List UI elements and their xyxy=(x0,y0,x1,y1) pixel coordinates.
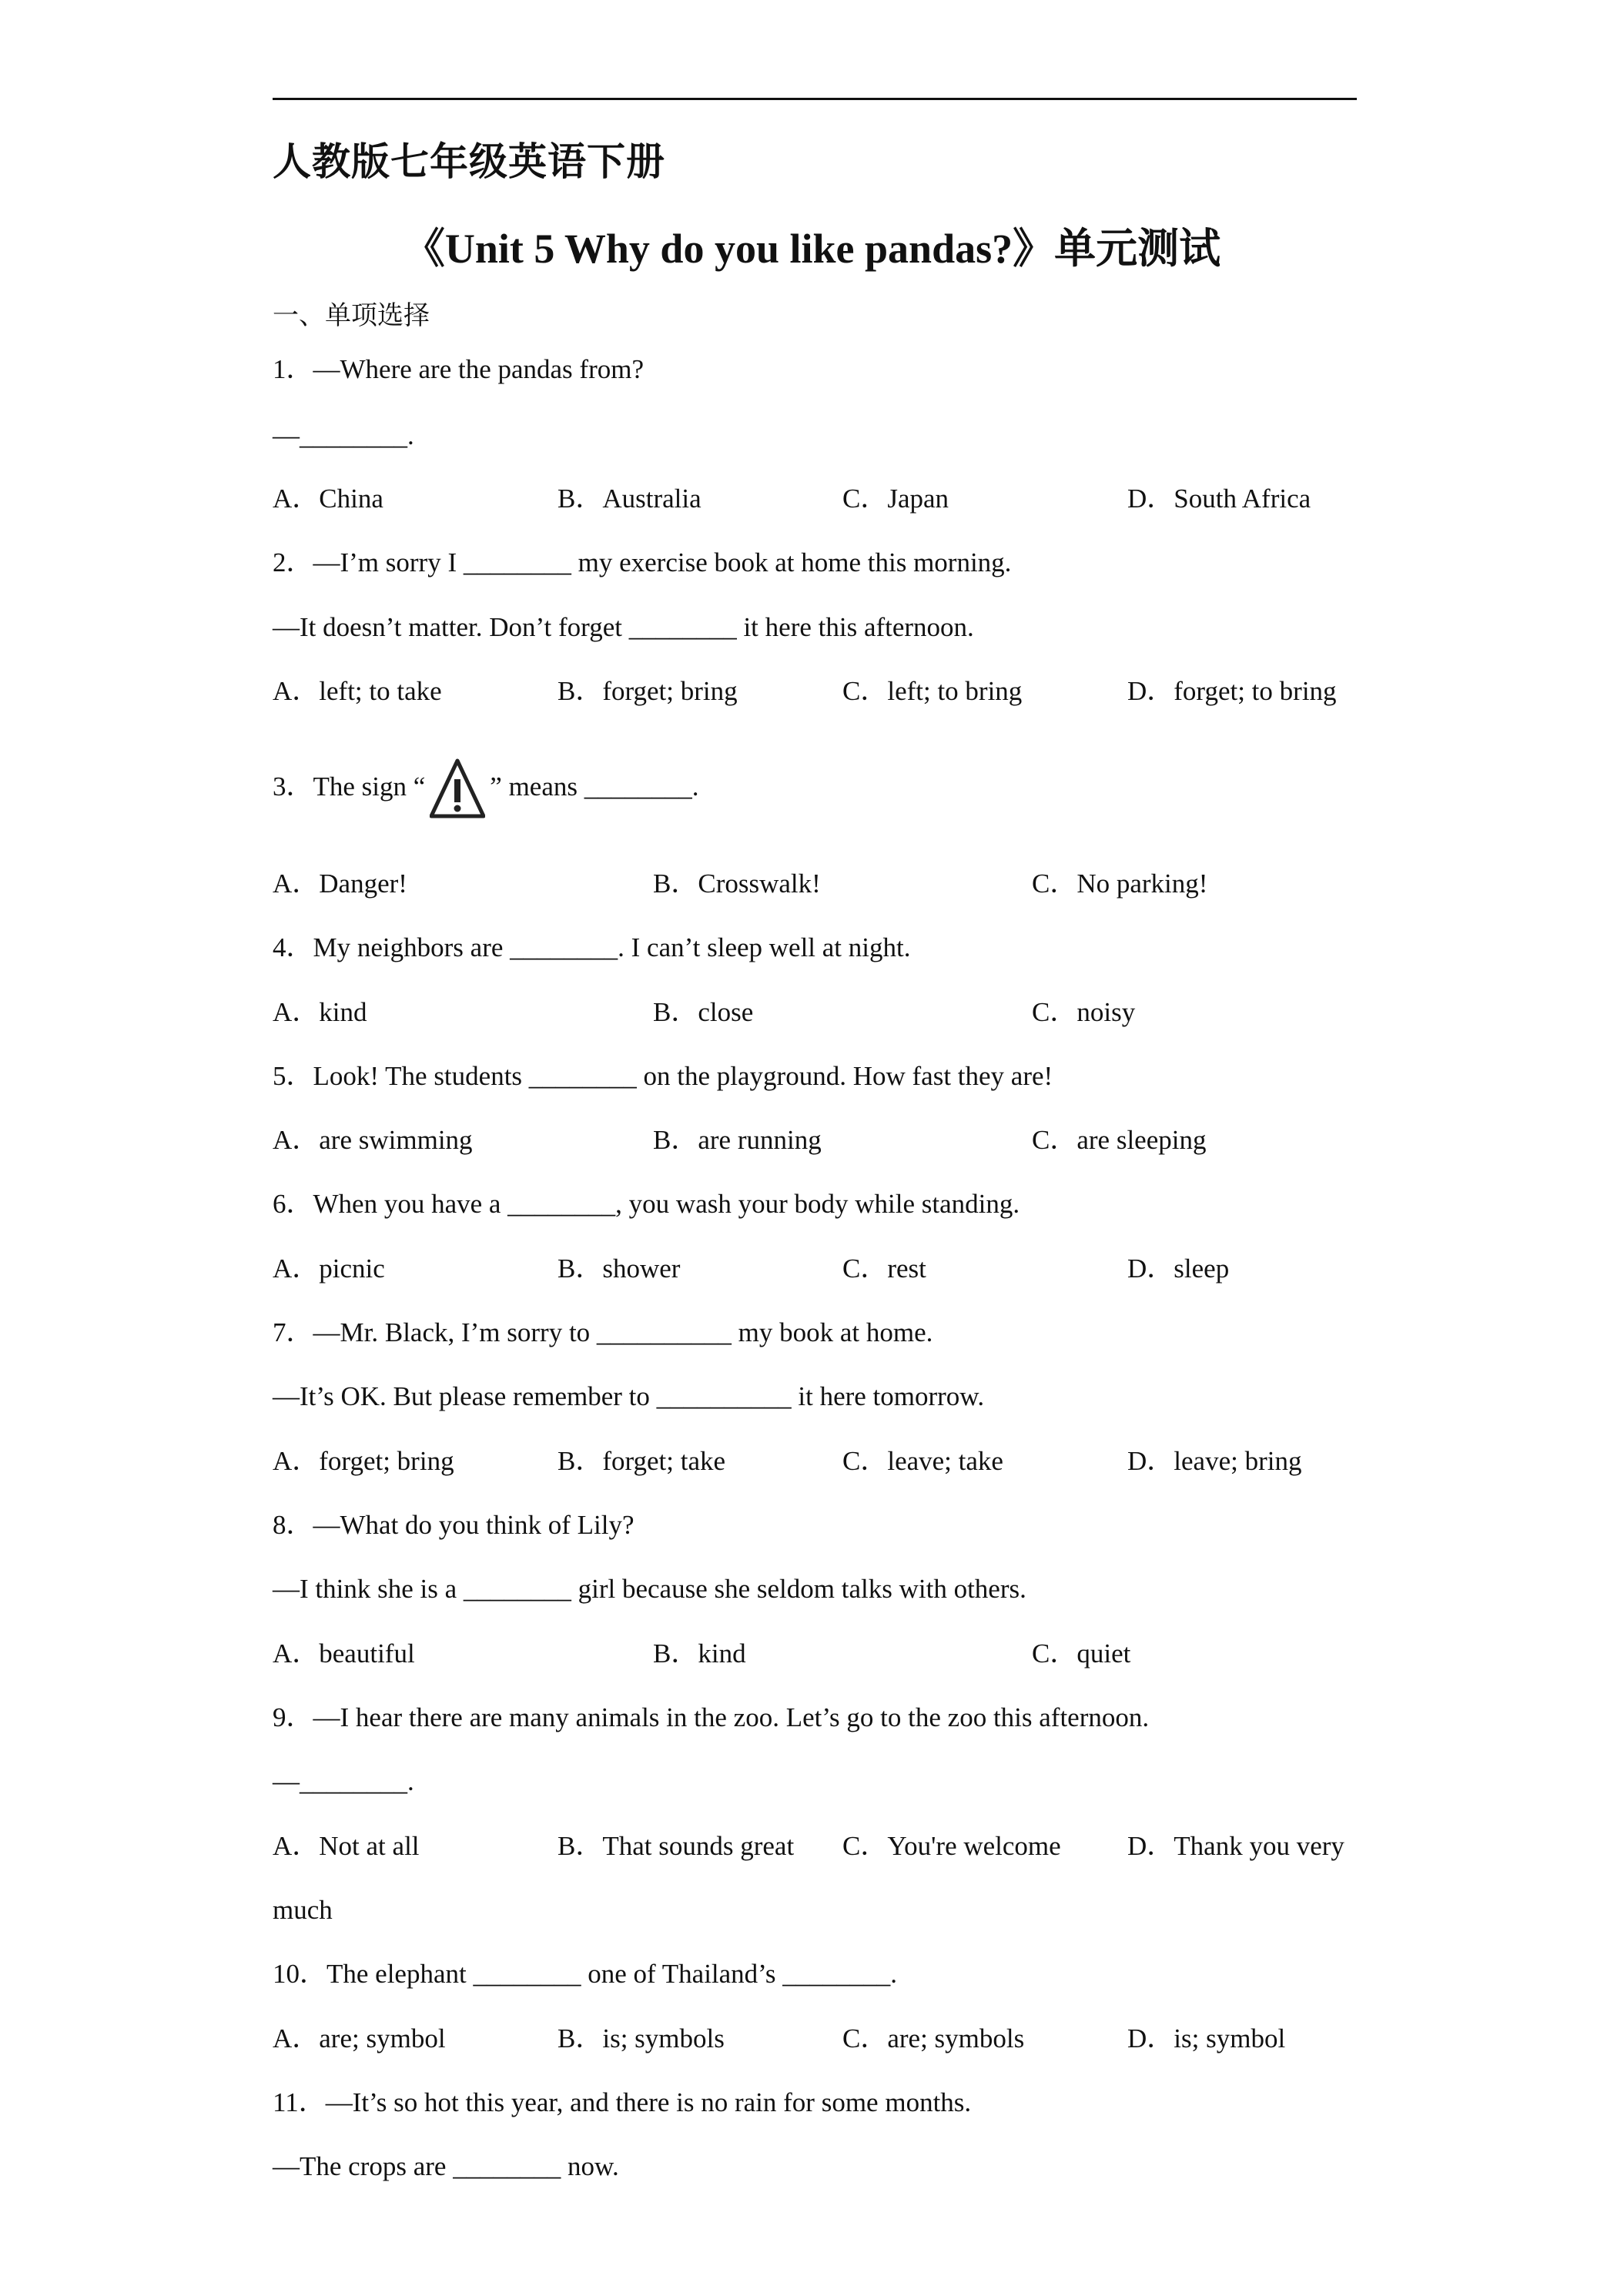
option-c: C．quiet xyxy=(1032,1638,1131,1668)
option-c: C．are sleeping xyxy=(1032,1125,1207,1155)
question-1-line-2: —________. xyxy=(273,420,414,450)
option-a: A．picnic xyxy=(273,1253,385,1284)
option-a: A．Danger! xyxy=(273,869,407,899)
option-a: A．beautiful xyxy=(273,1638,415,1668)
option-b: B．kind xyxy=(653,1638,746,1668)
option-a: A．left; to take xyxy=(273,676,442,706)
option-d: D．forget; to bring xyxy=(1127,676,1337,706)
option-b: B．is; symbols xyxy=(558,2023,725,2053)
option-d: D．leave; bring xyxy=(1127,1446,1302,1476)
question-1-line-1: 1．—Where are the pandas from? xyxy=(273,354,645,384)
question-3-prefix: 3．The sign “ xyxy=(273,771,426,802)
question-8-line-2: —I think she is a ________ girl because she seldom talks with others. xyxy=(273,1574,1026,1604)
question-8-line-1: 8．—What do you think of Lily? xyxy=(273,1510,635,1540)
option-a: A．are swimming xyxy=(273,1125,473,1155)
option-c: C．noisy xyxy=(1032,997,1136,1027)
warning-triangle-icon xyxy=(430,758,485,821)
book-title: 人教版七年级英语下册 xyxy=(273,139,665,184)
question-3-suffix: ” means ________. xyxy=(490,771,699,802)
question-3-line-1 xyxy=(273,755,699,821)
question-9-option-d-continuation: much xyxy=(273,1895,333,1925)
question-6-line-1: 6．When you have a ________, you wash your body while standing. xyxy=(273,1189,1020,1219)
unit-title xyxy=(0,223,1624,274)
option-d: D．sleep xyxy=(1127,1253,1230,1284)
question-7-line-2: —It’s OK. But please remember to __________ it here tomorrow. xyxy=(273,1381,985,1411)
option-c: C．You're welcome xyxy=(842,1831,1061,1861)
option-b: B．forget; bring xyxy=(558,676,738,706)
option-c: C．are; symbols xyxy=(842,2023,1025,2053)
question-11-line-2: —The crops are ________ now. xyxy=(273,2151,619,2181)
question-2-line-1: 2．—I’m sorry I ________ my exercise book at home this morning. xyxy=(273,547,1012,577)
question-5-line-1: 5．Look! The students ________ on the playground. How fast they are! xyxy=(273,1061,1053,1091)
question-2-line-2: —It doesn’t matter. Don’t forget ________ it here this afternoon. xyxy=(273,612,974,642)
unit-title-prefix: 《 xyxy=(403,224,445,273)
option-a: A．kind xyxy=(273,997,367,1027)
option-c: C．Japan xyxy=(842,484,949,514)
question-11-line-1: 11．—It’s so hot this year, and there is no rain for some months. xyxy=(273,2087,972,2117)
option-a: A．are; symbol xyxy=(273,2023,446,2053)
option-a: A．China xyxy=(273,484,383,514)
question-9-line-2: —________. xyxy=(273,1766,414,1796)
option-d: D．is; symbol xyxy=(1127,2023,1286,2053)
option-c: C．leave; take xyxy=(842,1446,1003,1476)
option-c: C．rest xyxy=(842,1253,926,1284)
question-4-line-1: 4．My neighbors are ________. I can’t sleep well at night. xyxy=(273,932,911,962)
question-10-line-1: 10．The elephant ________ one of Thailand’s ________. xyxy=(273,1959,898,1989)
option-d: D．South Africa xyxy=(1127,484,1311,514)
question-7-line-1: 7．—Mr. Black, I’m sorry to __________ my book at home. xyxy=(273,1317,933,1347)
option-b: B．That sounds great xyxy=(558,1831,795,1861)
option-c: C．No parking! xyxy=(1032,869,1208,899)
top-rule xyxy=(273,98,1357,100)
option-b: B．Crosswalk! xyxy=(653,869,821,899)
option-b: B．forget; take xyxy=(558,1446,726,1476)
option-b: B．shower xyxy=(558,1253,681,1284)
option-c: C．left; to bring xyxy=(842,676,1023,706)
unit-title-main: Unit 5 Why do you like pandas? xyxy=(444,226,1013,272)
question-9-line-1: 9．—I hear there are many animals in the zoo. Let’s go to the zoo this afternoon. xyxy=(273,1702,1150,1732)
unit-title-suffix: 》单元测试 xyxy=(1013,224,1221,273)
option-a: A．Not at all xyxy=(273,1831,420,1861)
option-a: A．forget; bring xyxy=(273,1446,454,1476)
section-title: 一、单项选择 xyxy=(273,300,430,331)
option-b: B．Australia xyxy=(558,484,702,514)
option-b: B．close xyxy=(653,997,754,1027)
option-b: B．are running xyxy=(653,1125,822,1155)
option-d: D．Thank you very xyxy=(1127,1831,1344,1861)
